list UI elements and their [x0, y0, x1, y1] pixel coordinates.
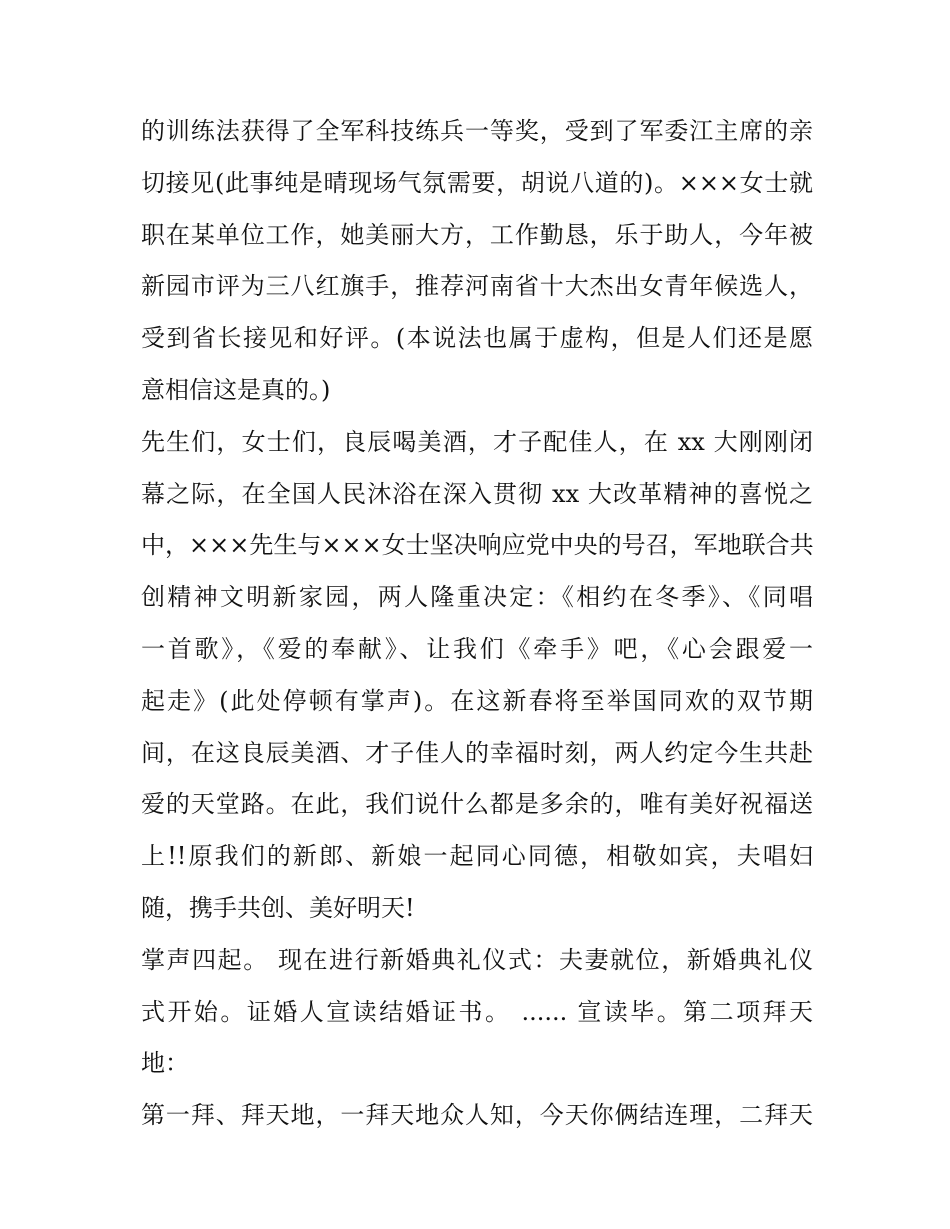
text-line: 一首歌》，《爱的奉献》、让我们《牵手》吧，《心会跟爱一 [141, 634, 813, 663]
text-line: 切接见(此事纯是晴现场气氛需要，胡说八道的)。×××女士就 [141, 168, 813, 197]
text-line: 受到省长接见和好评。(本说法也属于虚构，但是人们还是愿 [141, 324, 813, 353]
text-line: 幕之际，在全国人民沐浴在深入贯彻 xx 大改革精神的喜悦之 [141, 479, 813, 508]
body-text [141, 106, 813, 1142]
text-line: 的训练法获得了全军科技练兵一等奖，受到了军委江主席的亲 [141, 117, 813, 145]
text-line: 新园市评为三八红旗手，推荐河南省十大杰出女青年候选人， [141, 272, 813, 301]
text-line: 第一拜、拜天地，一拜天地众人知，今天你俩结连理，二拜天 [141, 1101, 813, 1130]
text-line: 式开始。证婚人宣读结婚证书。 ...... 宣读毕。第二项拜天 [141, 997, 813, 1026]
text-line: 爱的天堂路。在此，我们说什么都是多余的，唯有美好祝福送 [141, 790, 813, 819]
text-line: 意相信这是真的。) [141, 375, 331, 404]
text-line: 掌声四起。 现在进行新婚典礼仪式：夫妻就位，新婚典礼仪 [141, 945, 813, 974]
text-line: 间，在这良辰美酒、才子佳人的幸福时刻，两人约定今生共赴 [141, 738, 813, 767]
text-line: 职在某单位工作，她美丽大方，工作勤恳，乐于助人，今年被 [141, 220, 813, 249]
text-line: 随，携手共创、美好明天! [141, 893, 415, 922]
text-line: 创精神文明新家园，两人隆重决定：《相约在冬季》、《同唱 [141, 583, 813, 612]
text-line: 起走》(此处停顿有掌声)。在这新春将至举国同欢的双节期 [141, 686, 813, 715]
text-line: 地： [141, 1049, 189, 1078]
text-line: 中，×××先生与×××女士坚决响应党中央的号召，军地联合共 [141, 531, 814, 560]
text-line: 先生们，女士们，良辰喝美酒，才子配佳人，在 xx 大刚刚闭 [141, 427, 813, 456]
text-line: 上!!原我们的新郎、新娘一起同心同德，相敬如宾，夫唱妇 [141, 842, 813, 871]
